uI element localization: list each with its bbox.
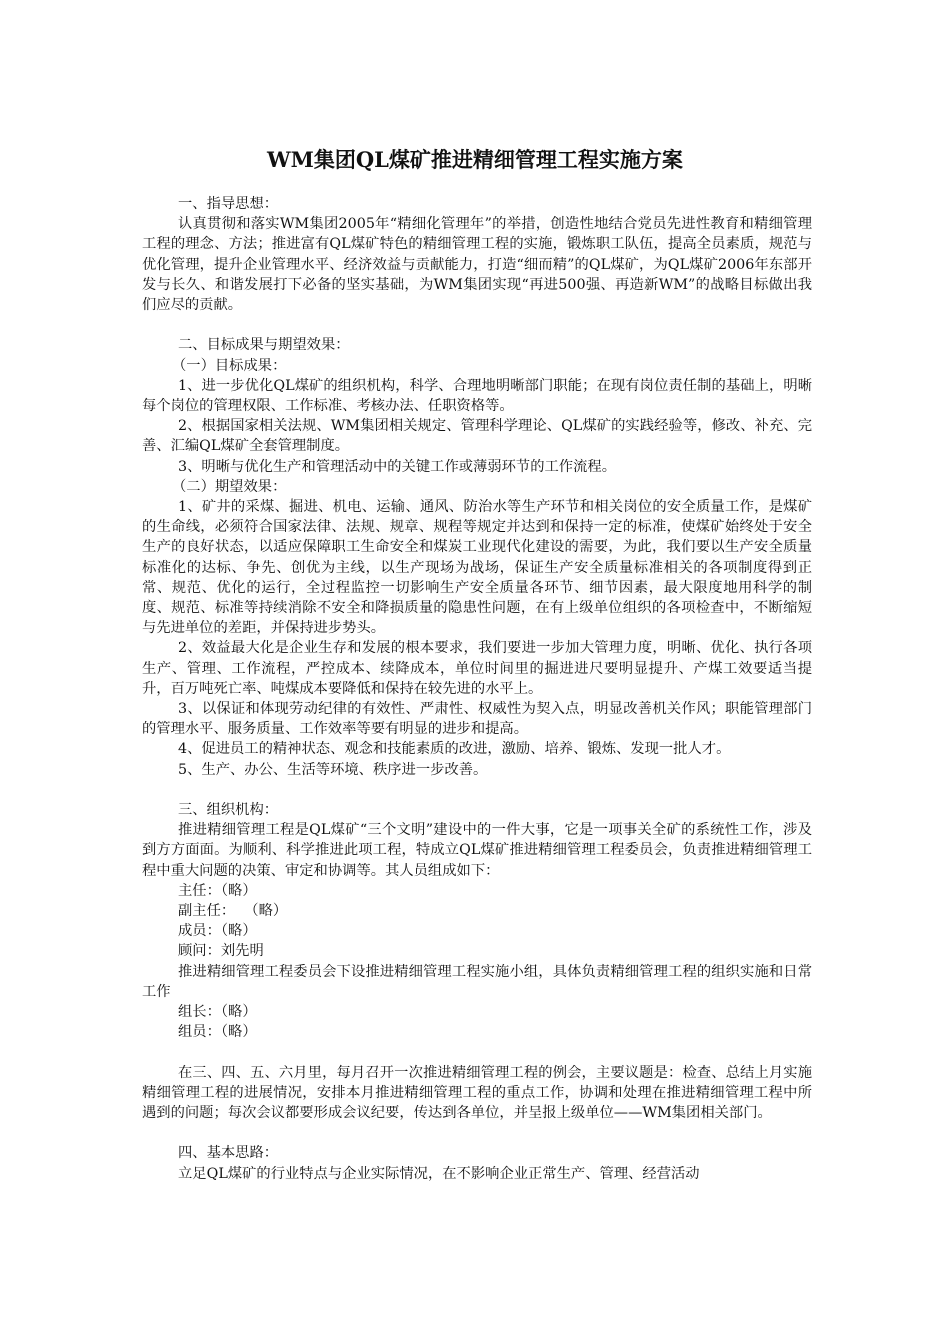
subheading-target-results: （一）目标成果： — [172, 357, 287, 374]
section-heading-goals: 二、目标成果与期望效果： — [178, 337, 350, 354]
paragraph-implementation-team: 推进精细管理工程委员会下设推进精细管理工程实施小组，具体负责精细管理工程的组织实施和日常工作 — [142, 963, 812, 1000]
list-item-effect-1: 1、矿井的采煤、掘进、机电、运输、通风、防治水等生产环节和相关岗位的安全质量工作，是煤矿的生命线，必须符合国家法律、法规、规章、规程等规定并达到和保持一定的标准，使煤矿始终处于安全生产的良好状态，以适应保障职工生命安全和煤炭工业现代化建设的需要，为此，我们要以生产安全质量标准化的达标、争先、创优为主线，以生产现场为战场，保证生产安全质量标准相关的各项制度得到正常、规范、优化的运行，全过程监控一切影响生产安全质量各环节、细节因素，最大限度地用科学的制度、规范、标准等持续消除不安全和降损质量的隐患性问题，在有上级单位组织的各项检查中，不断缩短与先进单位的差距，并保持进步势头。 — [142, 499, 812, 637]
list-item-effect-3: 3、以保证和体现劳动纪律的有效性、严肃性、权威性为契入点，明显改善机关作风；职能管理部门的管理水平、服务质量、工作效率等要有明显的进步和提高。 — [142, 701, 812, 738]
document-body — [142, 194, 812, 1184]
spacer — [142, 780, 812, 800]
paragraph-monthly-meetings: 在三、四、五、六月里，每月召开一次推进精细管理工程的例会，主要议题是：检查、总结上月实施精细管理工程的进展情况，安排本月推进精细管理工程的重点工作，协调和处理在推进精细管理工程中所遇到的问题；每次会议都要形成会议纪要，传达到各单位，并呈报上级单位——WM集团相关部门。 — [142, 1064, 812, 1122]
document-title: WM集团QL煤矿推进精细管理工程实施方案 — [267, 147, 683, 172]
team-members: 组员：（略） — [178, 1024, 257, 1041]
paragraph-basic-approach: 立足QL煤矿的行业特点与企业实际情况，在不影响企业正常生产、管理、经营活动 — [178, 1165, 700, 1182]
section-heading-guiding-ideology: 一、指导思想： — [178, 196, 279, 212]
spacer — [142, 315, 812, 335]
spacer — [142, 1043, 812, 1063]
list-item-goal-2: 2、根据国家相关法规、WM集团相关规定、管理科学理论、QL煤矿的实践经验等，修改、补充、完善、汇编QL煤矿全套管理制度。 — [142, 418, 812, 455]
list-item-effect-2: 2、效益最大化是企业生存和发展的根本要求，我们要进一步加大管理力度，明晰、优化、执行各项生产、管理、工作流程，严控成本、续降成本，单位时间里的掘进进尺要明显提升、产煤工效要适当提升，百万吨死亡率、吨煤成本要降低和保持在较先进的水平上。 — [142, 640, 812, 697]
list-item-goal-3: 3、明晰与优化生产和管理活动中的关键工作或薄弱环节的工作流程。 — [178, 458, 616, 475]
committee-director: 主任：（略） — [178, 882, 257, 899]
team-leader: 组长：（略） — [178, 1004, 257, 1021]
spacer — [142, 1123, 812, 1143]
list-item-effect-4: 4、促进员工的精神状态、观念和技能素质的改进，激励、培养、锻炼、发现一批人才。 — [178, 741, 731, 758]
paragraph-guiding-ideology: 认真贯彻和落实WM集团2005年“精细化管理年”的举措，创造性地结合党员先进性教育和精细管理工程的理念、方法；推进富有QL煤矿特色的精细管理工程的实施，锻炼职工队伍，提高全员素质，规范与优化管理，提升企业管理水平、经济效益与贡献能力，打造“细而精”的QL煤矿，为QL煤矿2006年东部开发与长久、和谐发展打下必备的坚实基础，为WM集团实现“再进500强、再造新WM”的战略目标做出我们应尽的贡献。 — [142, 216, 812, 314]
committee-members: 成员：（略） — [178, 923, 257, 940]
list-item-goal-1: 1、进一步优化QL煤矿的组织机构，科学、合理地明晰部门职能；在现有岗位责任制的基础上，明晰每个岗位的管理权限、工作标准、考核办法、任职资格等。 — [142, 377, 812, 415]
paragraph-organization: 推进精细管理工程是QL煤矿“三个文明”建设中的一件大事，它是一项事关全矿的系统性工作，涉及到方方面面。为顺利、科学推进此项工程，特成立QL煤矿推进精细管理工程委员会，负责推进精细管理工程中重大问题的决策、审定和协调等。其人员组成如下： — [142, 822, 812, 879]
committee-advisor: 顾问：刘先明 — [178, 943, 264, 960]
subheading-expected-effects: （二）期望效果： — [172, 478, 287, 495]
committee-deputy-director: 副主任： （略） — [178, 903, 288, 920]
list-item-effect-5: 5、生产、办公、生活等环境、秩序进一步改善。 — [178, 761, 488, 778]
section-heading-basic-approach: 四、基本思路： — [178, 1145, 279, 1162]
section-heading-organization: 三、组织机构： — [178, 802, 279, 819]
